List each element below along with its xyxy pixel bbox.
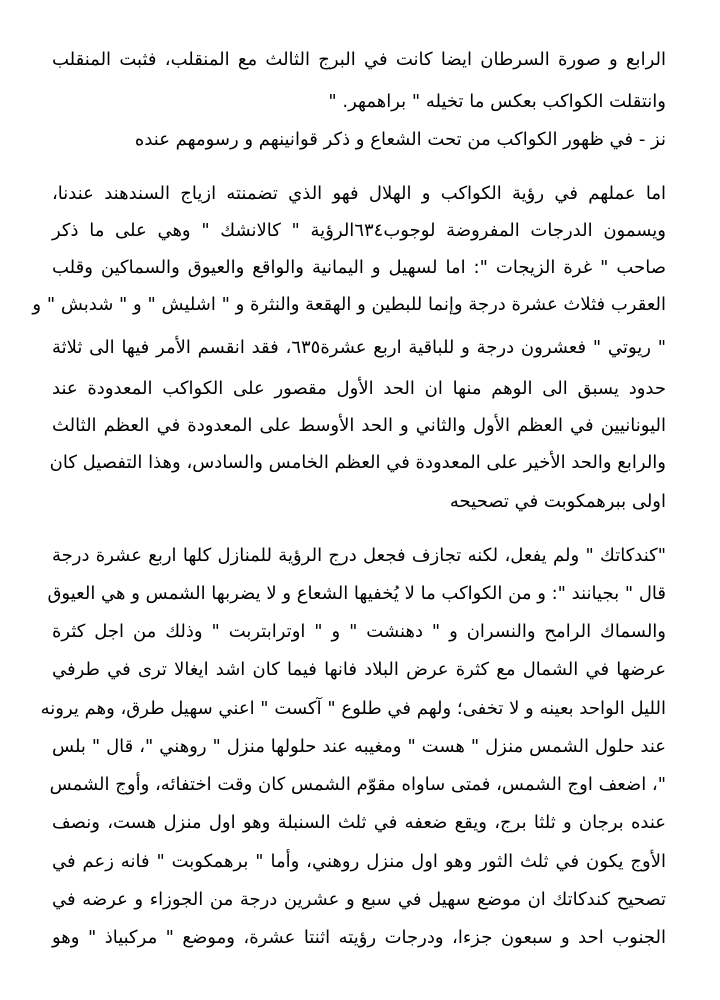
text-line: " ريوتي " فعشرون درجة و للباقية اربع عشرة٦٣٥، فقد انقسم الأمر فيها الى ثلاثة (52, 337, 666, 358)
text-line: اليونانيين في العظم الأول والثاني و الحد الأوسط على المعدودة في العظم الثالث (52, 415, 666, 436)
text-line: حدود يسبق الى الوهم منها ان الحد الأول مقصور على الكواكب المعدودة عند (52, 378, 666, 399)
text-line: اما عملهم في رؤية الكواكب و الهلال فهو الذي تضمنته ازياج السندهند عندنا، (52, 183, 666, 204)
text-line: والسماك الرامح والنسران و " دهنشت " و " اوترابتربت " وذلك من اجل كثرة (52, 621, 666, 642)
text-line: "، اضعف اوج الشمس، فمتى ساواه مقوّم الشمس كان وقت اختفائه، وأوج الشمس (49, 774, 666, 795)
text-line: والرابع والحد الأخير على المعدودة في العظم الخامس والسادس، وهذا التفصيل كان (49, 452, 666, 473)
text-line: "كندكاتك " ولم يفعل، لكنه تجازف فجعل درج الرؤية للمنازل كلها اربع عشرة درجة (52, 545, 666, 566)
text-line: عند حلول الشمس منزل " هست " ومغيبه عند حلولها منزل " روهني "، قال " بلس (52, 736, 666, 757)
text-line: العقرب فثلاث عشرة درجة وإنما للبطين و الهقعة والنثرة و " اشليش " و " شدبش " و (32, 294, 666, 315)
text-line: ويسمون الدرجات المفروضة لوجوب٦٣٤الرؤية " كالانشك " وهي على ما ذكر (52, 220, 666, 241)
section-heading: نز - في ظهور الكواكب من تحت الشعاع و ذكر قوانينهم و رسومهم عنده (134, 129, 666, 150)
text-line: الليل الواحد بعينه و لا تخفى؛ ولهم في طلوع " آكست " اعني سهيل طرق، وهم يرونه (40, 698, 666, 719)
text-line: صاحب " غرة الزيجات ": اما لسهيل و اليمانية والواقع والعيوق والسماكين وقلب (52, 257, 666, 278)
text-line: الجنوب احد و سبعون جزءا، ودرجات رؤيته اثنتا عشرة، وموضع " مركبياذ " وهو (52, 927, 666, 948)
text-line: عنده برجان و ثلثا برج، ويقع ضعفه في ثلث السنبلة وهو اول منزل هست، ونصف (52, 812, 666, 833)
text-line: تصحيح كندكاتك ان موضع سهيل في سبع و عشرين درجة من الجوزاء و عرضه في (52, 889, 666, 910)
text-line: عرضها في الشمال مع كثرة عرض البلاد فانها فيما كان اشد ايغالا ترى في طرفي (52, 659, 666, 680)
text-line: اولى ببرهمكوبت في تصحيحه (449, 491, 666, 512)
text-line: وانتقلت الكواكب بعكس ما تخيله " براهمهر. " (328, 91, 666, 112)
text-line: قال " بجيانند ": و من الكواكب ما لا يُخفيها الشعاع و لا يضربها الشمس و هي العيوق (47, 583, 666, 604)
text-line: الأوج يكون في ثلث الثور وهو اول منزل روهني، وأما " برهمكوبت " فانه زعم في (52, 851, 666, 872)
text-line: الرابع و صورة السرطان ايضا كانت في البرج الثالث مع المنقلب، فثبت المنقلب (52, 49, 666, 70)
